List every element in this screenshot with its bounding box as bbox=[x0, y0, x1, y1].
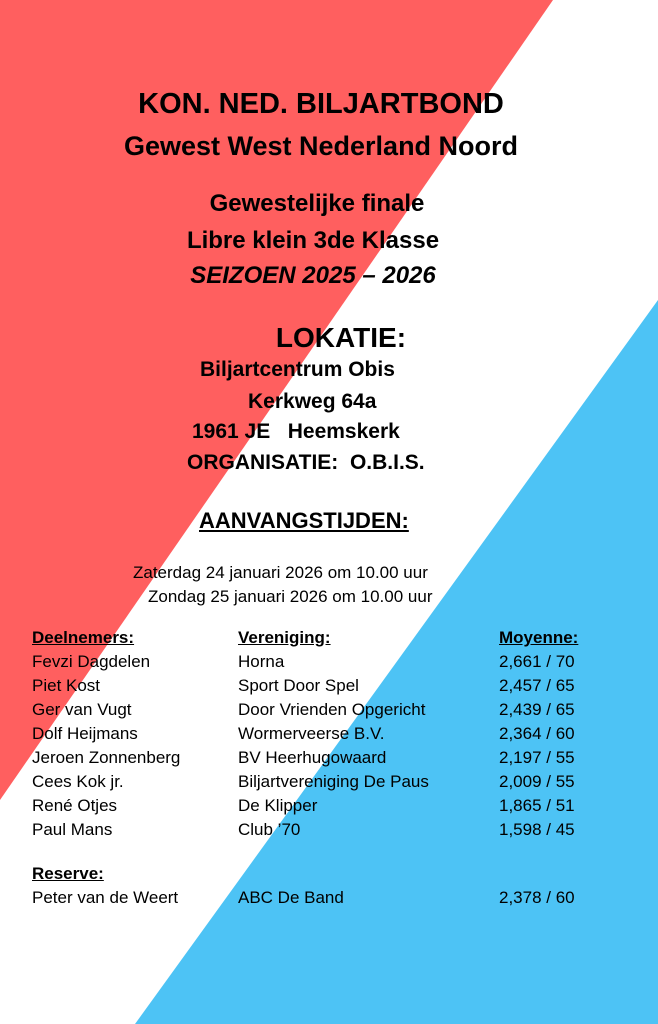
reserve-average: 2,378 / 60 bbox=[499, 888, 575, 907]
participant-club: Biljartvereniging De Paus bbox=[238, 772, 429, 791]
participant-club: Horna bbox=[238, 652, 285, 671]
participant-average: 1,865 / 51 bbox=[499, 796, 575, 815]
reserve-club: ABC De Band bbox=[238, 888, 344, 907]
table-header bbox=[0, 628, 658, 652]
participant-average: 2,661 / 70 bbox=[499, 652, 575, 671]
start-time-saturday: Zaterdag 24 januari 2026 om 10.00 uur bbox=[133, 563, 428, 582]
participant-name: Dolf Heijmans bbox=[32, 724, 138, 743]
table-row bbox=[0, 652, 658, 676]
participant-average: 2,197 / 55 bbox=[499, 748, 575, 767]
participant-name: Cees Kok jr. bbox=[32, 772, 124, 791]
participant-club: BV Heerhugowaard bbox=[238, 748, 387, 767]
season: SEIZOEN 2025 – 2026 bbox=[190, 262, 436, 289]
location-name: Biljartcentrum Obis bbox=[200, 358, 395, 381]
participant-average: 1,598 / 45 bbox=[499, 820, 575, 839]
start-times-heading: AANVANGSTIJDEN: bbox=[199, 508, 409, 533]
event-line-2: Libre klein 3de Klasse bbox=[186, 227, 440, 254]
participant-average: 2,439 / 65 bbox=[499, 700, 575, 719]
table-row bbox=[0, 796, 658, 820]
header-club: Vereniging: bbox=[238, 628, 331, 647]
participant-club: Club ’70 bbox=[238, 820, 301, 839]
participant-name: Fevzi Dagdelen bbox=[32, 652, 151, 671]
location-street: Kerkweg 64a bbox=[248, 390, 377, 413]
participant-name: Ger van Vugt bbox=[32, 700, 132, 719]
participant-club: Wormerveerse B.V. bbox=[238, 724, 385, 743]
participant-name: René Otjes bbox=[32, 796, 118, 815]
event-line-1: Gewestelijke finale bbox=[209, 190, 425, 217]
reserve-heading: Reserve: bbox=[32, 864, 104, 883]
table-row bbox=[0, 676, 658, 700]
participant-club: De Klipper bbox=[238, 796, 318, 815]
reserve-row bbox=[0, 888, 658, 912]
table-row bbox=[0, 700, 658, 724]
location-city: 1961 JE Heemskerk bbox=[192, 420, 400, 443]
participant-club: Sport Door Spel bbox=[238, 676, 359, 695]
header-average: Moyenne: bbox=[499, 628, 579, 647]
participant-name: Paul Mans bbox=[32, 820, 113, 839]
participant-average: 2,457 / 65 bbox=[499, 676, 575, 695]
reserve-name: Peter van de Weert bbox=[32, 888, 179, 907]
page-title: KON. NED. BILJARTBOND bbox=[138, 88, 504, 120]
table-row bbox=[0, 820, 658, 844]
page-subtitle: Gewest West Nederland Noord bbox=[123, 131, 519, 161]
participant-average: 2,009 / 55 bbox=[499, 772, 575, 791]
organisation: ORGANISATIE: O.B.I.S. bbox=[187, 451, 425, 474]
location-heading: LOKATIE: bbox=[275, 322, 407, 353]
participant-club: Door Vrienden Opgericht bbox=[238, 700, 426, 719]
participant-name: Jeroen Zonnenberg bbox=[32, 748, 181, 767]
header-participants: Deelnemers: bbox=[32, 628, 135, 647]
participant-name: Piet Kost bbox=[32, 676, 101, 695]
participant-average: 2,364 / 60 bbox=[499, 724, 575, 743]
table-row bbox=[0, 724, 658, 748]
start-time-sunday: Zondag 25 januari 2026 om 10.00 uur bbox=[148, 587, 433, 606]
table-row bbox=[0, 772, 658, 796]
table-row bbox=[0, 748, 658, 772]
